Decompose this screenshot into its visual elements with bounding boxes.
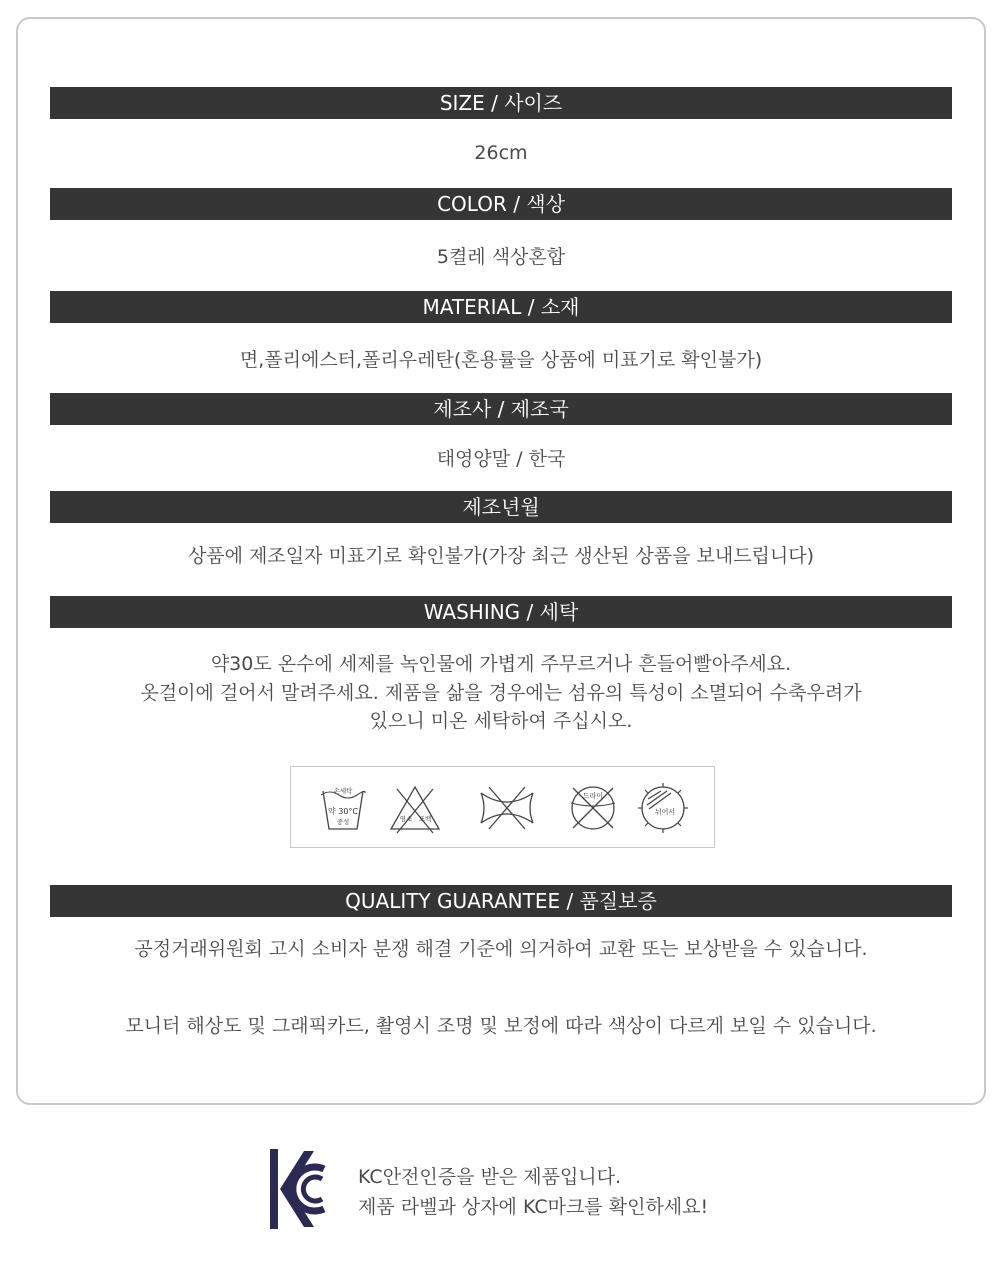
manufacture-date-header: 제조년월 (50, 491, 952, 523)
hand-wash-temp-label: 약 30°C (327, 807, 359, 816)
manufacture-date-value: 상품에 제조일자 미표기로 확인불가(가장 최근 생산된 상품을 보내드립니다) (187, 545, 815, 567)
no-bleach-right-label: 표백 (418, 815, 432, 823)
kc-notice (358, 1162, 708, 1222)
no-dryer-label: 드라이 (582, 792, 604, 800)
kc-certification-logo (268, 1147, 326, 1231)
hand-wash-top-label: 손세탁 (333, 787, 353, 795)
quality-line-1: 공정거래위원회 고시 소비자 분쟁 해결 기준에 의거하여 교환 또는 보상받을 수 있습니다. (134, 938, 868, 960)
washing-line: 옷걸이에 걸어서 말려주세요. 제품을 삶을 경우에는 섬유의 특성이 소멸되어 수축우려가 (140, 681, 862, 704)
washing-line: 약30도 온수에 세제를 녹인물에 가볍게 주무르거나 흔들어빨아주세요. (210, 653, 792, 675)
hand-wash-30-icon (313, 781, 373, 835)
color-value: 5켤레 색상혼합 (436, 246, 566, 268)
washing-header: WASHING / 세탁 (50, 596, 952, 628)
material-header: MATERIAL / 소재 (50, 291, 952, 323)
no-bleach-left-label: 염소 (399, 815, 413, 823)
no-wring-icon (477, 781, 537, 835)
hand-wash-bottom-label: 중성 (336, 818, 350, 826)
kc-notice-line-2: 제품 라벨과 상자에 KC마크를 확인하세요! (358, 1196, 709, 1218)
size-header: SIZE / 사이즈 (50, 87, 952, 119)
maker-header: 제조사 / 제조국 (50, 393, 952, 425)
kc-notice-line-1: KC안전인증을 받은 제품입니다. (358, 1166, 622, 1188)
care-symbols-box (290, 766, 715, 848)
quality-line-2: 모니터 해상도 및 그래픽카드, 촬영시 조명 및 보정에 따라 색상이 다르게 보일 수 있습니다. (125, 1015, 877, 1037)
maker-value: 태영양말 / 한국 (436, 448, 566, 470)
size-value: 26cm (474, 142, 528, 164)
no-chlorine-bleach-icon (385, 781, 445, 835)
material-value: 면,폴리에스터,폴리우레탄(혼용률을 상품에 미표기로 확인불가) (239, 349, 763, 371)
washing-line: 있으니 미온 세탁하여 주십시오. (369, 710, 633, 732)
color-header: COLOR / 색상 (50, 188, 952, 220)
quality-header: QUALITY GUARANTEE / 품질보증 (50, 885, 952, 917)
lay-flat-label: 뉘어서 (654, 808, 676, 816)
lay-flat-shade-icon (633, 781, 693, 835)
no-tumble-dry-icon (563, 781, 623, 835)
washing-instructions (50, 650, 952, 736)
